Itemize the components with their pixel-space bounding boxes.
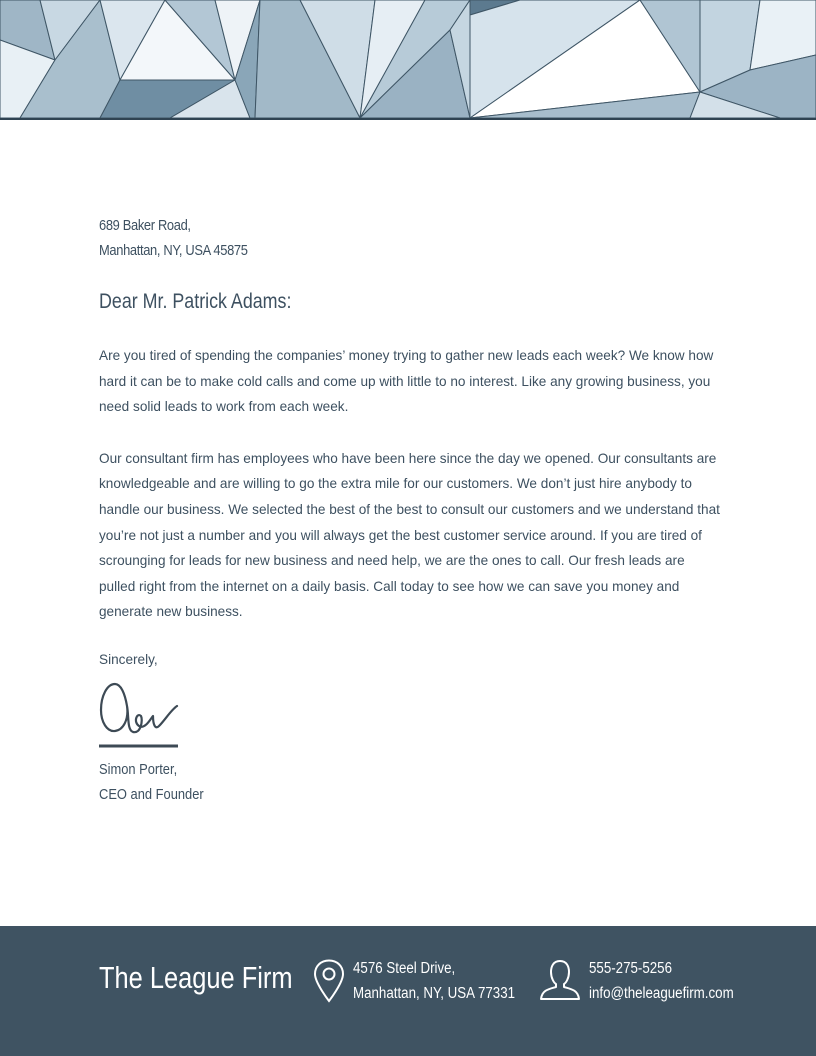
body-paragraph-1: Are you tired of spending the companies’ money trying to gather new leads each week? We know how hard it can be to make cold calls and come up with little to no interest. Like any growing business, you need solid leads to work from each week. [99,348,714,415]
address-line-2: Manhattan, NY, USA 45875 [99,242,248,259]
contact-info [589,956,757,1006]
user-icon [539,959,581,1001]
letter-body [99,343,724,651]
map-pin-icon [313,959,345,1003]
address-line-1: 689 Baker Road, [99,217,191,234]
header-geometric-banner [0,0,816,120]
company-address [353,956,541,1006]
signer-block [99,757,221,807]
recipient-address [99,213,272,263]
company-address-line-2: Manhattan, NY, USA 77331 [353,985,516,1002]
salutation: Dear Mr. Patrick Adams: [99,290,292,313]
signer-title: CEO and Founder [99,786,204,803]
company-address-line-1: 4576 Steel Drive, [353,960,456,977]
phone-number[interactable]: 555-275-5256 [589,960,673,977]
email-address[interactable]: info@theleaguefirm.com [589,985,734,1002]
footer [0,926,816,1056]
closing: Sincerely, [99,652,158,667]
body-paragraph-2: Our consultant firm has employees who have been here since the day we opened. Our consultants are knowledgeable and are willing to go the extra mile for our customers. We don’t just hire anybody to handle our business. We selected the best of the best to consult our customers and we understand that you’re not just a number and you will always get the best customer service around. If you are tired of scrounging for leads for new business and need help, we are the ones to call. Our fresh leads are pulled right from the internet on a daily basis. Call today to see how we can save you money and generate new business. [99,450,720,620]
signer-name: Simon Porter, [99,761,178,778]
signature-image [97,676,181,750]
brand-name: The League Firm [99,960,293,995]
